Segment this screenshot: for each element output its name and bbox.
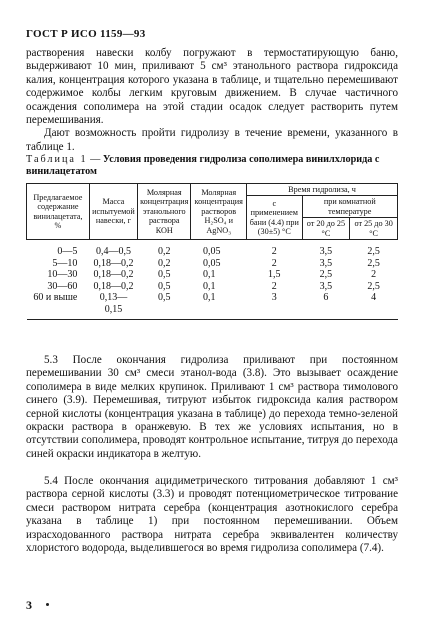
page-mark bbox=[46, 603, 49, 606]
paragraph-hydrolysis-intro bbox=[26, 47, 398, 154]
table-cell: 2,5 bbox=[367, 257, 380, 269]
column-header: Молярная концентрация растворов H₂SO₄ и AgNO₃ bbox=[191, 184, 247, 240]
table-cell: 3,5 bbox=[319, 257, 333, 269]
column-header: Масса испытуемой навески, г bbox=[89, 184, 137, 240]
paragraph-text: Дают возможность пройти гидролизу в течение времени, указанного в таблице 1. bbox=[26, 127, 398, 153]
table-cell: 1,5 bbox=[268, 269, 281, 281]
table-title: Таблица 1 — Условия проведения гидролиза сополимера винилхлорида с винилацетатом bbox=[26, 154, 380, 177]
column-header: Предлагаемое содержание винилацетата, % bbox=[27, 184, 90, 240]
column-group-header: при комнатной температуре bbox=[302, 196, 397, 218]
paragraph-text: растворения навески колбу погружают в термостатирующую баню, выдерживают 10 мин, приливают 5 см³ этанольного раствора гидроксида калия, концентрация которого указана в таблице, и тщательно перемешивают содержимое колбы легким круговым движением. В случае частичного осаждения сополимера на этой стадии осадок следует растворить путем перемешивания. bbox=[26, 47, 398, 127]
table-cell: 0,1 bbox=[202, 292, 216, 304]
table-cell: 6 bbox=[323, 292, 329, 304]
table-cell: 0,2 bbox=[158, 246, 171, 258]
column-header: от 20 до 25 °С bbox=[302, 218, 350, 240]
paragraph-text: 5.4 После окончания ацидиметрического титрования добавляют 1 см³ раствора серной кислоты (3.3) и проводят потенциометрическое титрование смеси раствором нитрата серебра (концентрация азотнокислого серебра указана в таблице 1) при постоянном перемешивании. Объем израсходованного раствора нитрата серебра эквивалентен количеству хлористого водорода, выделившегося во время гидролиза сополимера (7.4). bbox=[26, 475, 398, 555]
table-cell: 0,05 bbox=[202, 246, 221, 258]
table-cell: 0,5 bbox=[158, 292, 171, 304]
column-group-header: Время гидролиза, ч bbox=[247, 184, 398, 196]
table-cell: 0,18—0,2 bbox=[93, 280, 134, 292]
table-row bbox=[27, 269, 398, 281]
hydrolysis-conditions-table bbox=[26, 183, 398, 320]
table-cell: 2,5 bbox=[319, 269, 333, 281]
table-row bbox=[27, 240, 398, 258]
table-cell: 3,5 bbox=[319, 246, 333, 258]
table-cell: 10—30 bbox=[47, 269, 78, 281]
table-cell: 3 bbox=[271, 292, 277, 304]
table-cell: 5—10 bbox=[52, 257, 78, 269]
table-cell: 0,13—0,15 bbox=[99, 292, 128, 315]
table-row bbox=[27, 258, 398, 270]
table-cell: 0,5 bbox=[158, 280, 171, 292]
table-cell: 2 bbox=[271, 280, 277, 292]
table-row bbox=[27, 281, 398, 293]
table-label: Таблица 1 bbox=[26, 154, 88, 165]
column-header: с применением бани (4.4) при (30±5) °С bbox=[247, 196, 303, 240]
table-cell: 60 и выше bbox=[33, 292, 78, 304]
table-cell: 2 bbox=[271, 246, 277, 258]
table-cell: 2,5 bbox=[367, 246, 380, 258]
table-cell: 0,1 bbox=[202, 269, 216, 281]
table-cell: 4 bbox=[371, 292, 377, 304]
document-header: ГОСТ Р ИСО 1159—93 bbox=[26, 28, 146, 40]
table-cell: 2,5 bbox=[367, 280, 380, 292]
table-cell: 0,5 bbox=[158, 269, 171, 281]
table-cell: 0,1 bbox=[202, 280, 216, 292]
paragraph-text: 5.3 После окончания гидролиза приливают при постоянном перемешивании 30 см³ смеси этанол-вода (3.8). Это вызывает осаждение сополимера в виде мелких крупинок. Приливают 1 см³ раствора тимолового синего (3.9). Перемешивая, титруют избыток гидроксида калия раствором серной кислоты (концентрация указана в таблице) до перехода темно-зеленой окраски раствора в оранжевую. В тех же условиях испытания, но в отсутствии сополимера, проводят контрольное испытание, титруя до перехода синей окраски индикатора в желтую. bbox=[26, 354, 398, 460]
table-cell: 0,05 bbox=[202, 257, 221, 269]
table-cell: 0,18—0,2 bbox=[93, 257, 134, 269]
table-cell: 3,5 bbox=[319, 280, 333, 292]
page-number: 3 bbox=[26, 598, 32, 612]
paragraph-5-3 bbox=[26, 354, 398, 461]
paragraph-5-4 bbox=[26, 475, 398, 555]
table-cell: 0—5 bbox=[57, 246, 78, 258]
table-cell: 0,2 bbox=[158, 257, 171, 269]
table-name: Условия проведения гидролиза сополимера винилхлорида с винилацетатом bbox=[26, 154, 380, 177]
table-row bbox=[27, 292, 398, 320]
table-cell: 2 bbox=[271, 257, 277, 269]
column-header: от 25 до 30 °С bbox=[350, 218, 398, 240]
table-cell: 30—60 bbox=[47, 280, 78, 292]
column-header: Молярная концентрация этанольного раствора КОН bbox=[138, 184, 191, 240]
table-cell: 0,4—0,5 bbox=[95, 246, 131, 258]
table-cell: 0,18—0,2 bbox=[93, 269, 134, 281]
table-cell: 2 bbox=[371, 269, 377, 281]
